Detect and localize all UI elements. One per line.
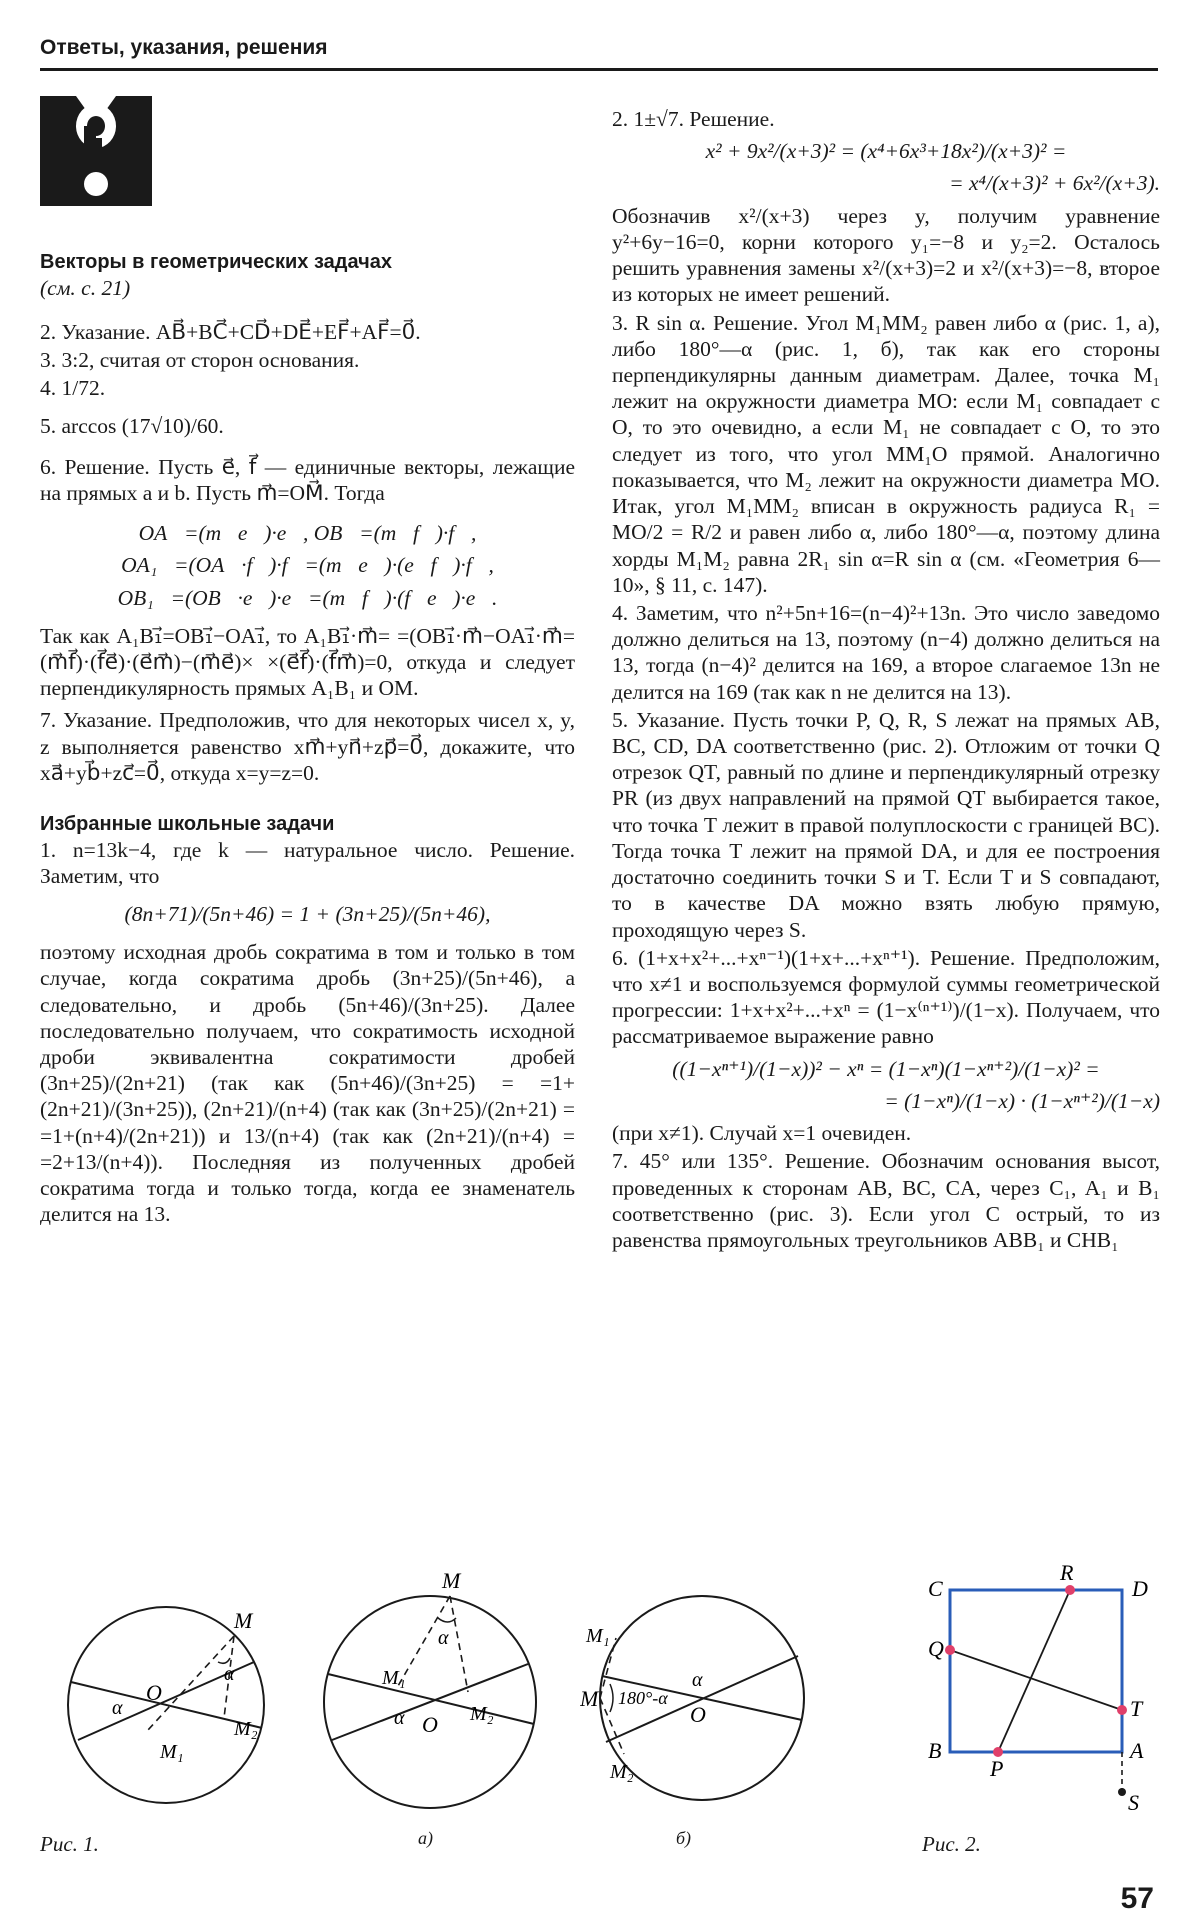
figure-2 <box>920 1560 1180 1820</box>
school-answer-1-cont: поэтому исходная дробь сократима в том и только в том случае, когда сократима дробь (3n+25)/(5n+46), а следовательно, и дробь (5n+46)/(3n+25). Далее последовательно получаем, что сократимость исходной дроби эквивалентна сократимости дробей (3n+25)/(2n+21) (так как (5n+46)/(3n+25) = =1+(2n+21)/(3n+25)), (2n+21)/(n+4) (так как (3n+25)/(2n+21) = =1+(n+4)/(2n+21)) и 13/(n+4) (так как (2n+21)/(n+4) = =2+13/(n+4)). Последняя из полученных дробей сократима тогда и только тогда, когда ее знаменатель делится на 13. <box>40 940 575 1227</box>
answer-6-cont: Так как A₁B₁⃗=OB₁⃗−OA₁⃗, то A₁B₁⃗·m⃗= =(OB₁⃗·m⃗−OA₁⃗·m⃗=(m⃗f⃗)·(f⃗e⃗)·(e⃗m⃗)−(m⃗e⃗)× ×(e⃗f⃗)·(f⃗m⃗)=0, откуда и следует перпендикулярность прямых A₁B₁ и OM. <box>40 623 575 701</box>
label-D: D <box>1132 1576 1148 1601</box>
label-B: B <box>928 1738 942 1763</box>
section-title: Избранные школьные задачи <box>40 813 335 836</box>
label-alpha: α <box>394 1707 405 1729</box>
left-column <box>40 96 575 1230</box>
section-subtitle: (см. с. 21) <box>40 275 131 300</box>
right-column <box>612 106 1160 1255</box>
formula-series-cont: = (1−xⁿ)/(1−x) · (1−xⁿ⁺²)/(1−x) <box>884 1088 1160 1113</box>
label-M: M <box>442 1568 461 1593</box>
label-M1: M₁ <box>160 1741 184 1763</box>
label-M2: M₂ <box>470 1703 494 1725</box>
school-answer-3: 3. R sin α. Решение. Угол M₁MM₂ равен либо α (рис. 1, а), либо 180°—α (рис. 1, б), так как его стороны перпендикулярны данным диаметрам. Далее, точка M₁ лежит на окружности диаметра MO: если M₁ совпадает с O, то это очевидно, а если M₁ не совпадает с O, то это следует из того, что угол MM₁O прямой. Аналогично показывается, что M₂ лежит на окружности диаметра MO. Итак, угол M₁MM₂ вписан в окружность радиуса R₁ = MO/2 = R/2 и равен либо α, либо 180°—α, поэтому длина хорды M₁M₂ равна 2R₁ sin α=R sin α (см. «Геометрия 6—10», § 11, с. 147). <box>612 310 1160 597</box>
label-Q: Q <box>928 1636 944 1661</box>
fig1-caption: Рис. 1. <box>40 1832 99 1856</box>
figure-1-a <box>310 1564 570 1820</box>
label-M: M <box>580 1686 599 1711</box>
page-number: 57 <box>1120 1882 1154 1915</box>
answer-2: 2. Указание. AB⃗+BC⃗+CD⃗+DE⃗+EF⃗+AF⃗=0⃗. <box>40 319 421 344</box>
answer-7: 7. Указание. Предположив, что для некоторых чисел x, y, z выполняется равенство xm⃗+yn⃗+zp⃗=0⃗, докажите, что xa⃗+yb⃗+zc⃗=0⃗, откуда x=y=z=0. <box>40 708 575 785</box>
school-answer-6: 6. (1+x+x²+...+xⁿ⁻¹)(1+x+...+xⁿ⁺¹). Решение. Предположим, что x≠1 и воспользуемся формулой суммы геометрической прогрессии: 1+x+x²+...+xⁿ = (1−x⁽ⁿ⁺¹⁾)/(1−x). Получаем, что рассматриваемое выражение равно <box>612 945 1160 1049</box>
formula-x2-cont: = x⁴/(x+3)² + 6x²/(x+3). <box>949 171 1160 196</box>
label-alpha: α <box>112 1697 123 1719</box>
figure-1a <box>38 1590 298 1820</box>
school-answer-2-cont: Обозначив x²/(x+3) через y, получим уравнение y²+6y−16=0, корни которого y₁=−8 и y₂=2. Осталось решить уравнения замены x²/(x+3)=2 и x²/(x+3)=−8, второе из которых не имеет решений. <box>612 203 1160 307</box>
label-S: S <box>1128 1790 1139 1815</box>
formula-ob1: OB₁⃗=(OB⃗·e⃗)·e⃗=(m⃗f⃗)·(f⃗e⃗)·e⃗. <box>117 585 498 610</box>
fig1-sub-b: б) <box>676 1828 692 1848</box>
school-answer-5: 5. Указание. Пусть точки P, Q, R, S лежат на прямых AB, BC, CD, DA соответственно (рис. 2). Отложим от точки Q отрезок QT, равный по длине и перпендикулярный отрезку PR (из двух направлений на прямой QT выбирается такое, что точка T лежит в правой полуплоскости с границей BC). Тогда точка T лежит на прямой DA, и для ее построения достаточно соединить точки S и T. Если T и S совпадают, то в качестве DA можно взять любую прямую, проходящую через S. <box>612 707 1160 942</box>
label-O: O <box>422 1712 438 1737</box>
school-answer-7: 7. 45° или 135°. Решение. Обозначим основания высот, проведенных к сторонам AB, BC, CA, через C₁, A₁ и B₁ соответственно (рис. 3). Если угол C острый, то из равенства прямоугольных треугольников ABB₁ и CHB₁ <box>612 1149 1160 1252</box>
label-angle: 180°-α <box>618 1688 668 1708</box>
formula-fraction: (8n+71)/(5n+46) = 1 + (3n+25)/(5n+46), <box>124 901 491 926</box>
school-answer-1: 1. n=13k−4, где k — натуральное число. Решение. Заметим, что <box>40 837 575 888</box>
running-header: Ответы, указания, решения <box>40 36 1158 71</box>
formula-x2: x² + 9x²/(x+3)² = (x⁴+6x³+18x²)/(x+3)² = <box>705 139 1067 164</box>
label-M1: M₁ <box>382 1667 406 1689</box>
school-answer-4: 4. Заметим, что n²+5n+16=(n−4)²+13n. Это число заведомо должно делиться на 13, поэтому (n−4) должно делиться на 13, тогда (n−4)² делится на 169, а второе слагаемое 13n не делится на 169 (так как n не делится на 13). <box>612 600 1160 704</box>
label-M: M <box>234 1608 253 1633</box>
label-M2: M₂ <box>234 1718 258 1740</box>
answer-6: 6. Решение. Пусть e⃗, f⃗ — единичные векторы, лежащие на прямых a и b. Пусть m⃗=OM⃗. Тогда <box>40 454 575 505</box>
label-M2: M₂ <box>610 1761 634 1783</box>
label-R: R <box>1060 1560 1074 1585</box>
figure-1-b <box>580 1586 830 1816</box>
label-C: C <box>928 1576 943 1601</box>
label-alpha: α <box>438 1627 449 1649</box>
label-O: O <box>690 1702 706 1727</box>
section-title: Векторы в геометрических задачах <box>40 251 392 274</box>
figures-area <box>0 1560 1200 1890</box>
answer-5: 5. arccos (17√10)/60. <box>40 414 224 439</box>
label-M1: M₁ <box>586 1625 610 1647</box>
label-P: P <box>990 1756 1004 1781</box>
label-A: A <box>1130 1738 1144 1763</box>
formula-series: ((1−xⁿ⁺¹)/(1−x))² − xⁿ = (1−xⁿ)(1−xⁿ⁺²)/(1−x)² = <box>672 1056 1100 1081</box>
fig2-caption: Рис. 2. <box>922 1832 981 1856</box>
fig1-sub-a: а) <box>418 1828 433 1848</box>
answer-4: 4. 1/72. <box>40 376 106 401</box>
formula-oa: OA⃗=(m⃗e⃗)·e⃗, OB⃗=(m⃗f⃗)·f⃗, <box>138 521 477 546</box>
label-T: T <box>1130 1696 1143 1721</box>
label-O: O <box>146 1680 162 1705</box>
label-alpha: α <box>224 1663 235 1685</box>
label-alpha: α <box>692 1669 703 1691</box>
school-answer-2: 2. 1±√7. Решение. <box>612 107 775 131</box>
question-logo-icon <box>40 96 152 206</box>
school-answer-6-cont: (при x≠1). Случай x=1 очевиден. <box>612 1121 912 1146</box>
formula-oa1: OA₁⃗=(OA⃗·f⃗)·f⃗=(m⃗e⃗)·(e⃗f⃗)·f⃗, <box>121 553 494 578</box>
answer-3: 3. 3:2, считая от сторон основания. <box>40 348 360 373</box>
